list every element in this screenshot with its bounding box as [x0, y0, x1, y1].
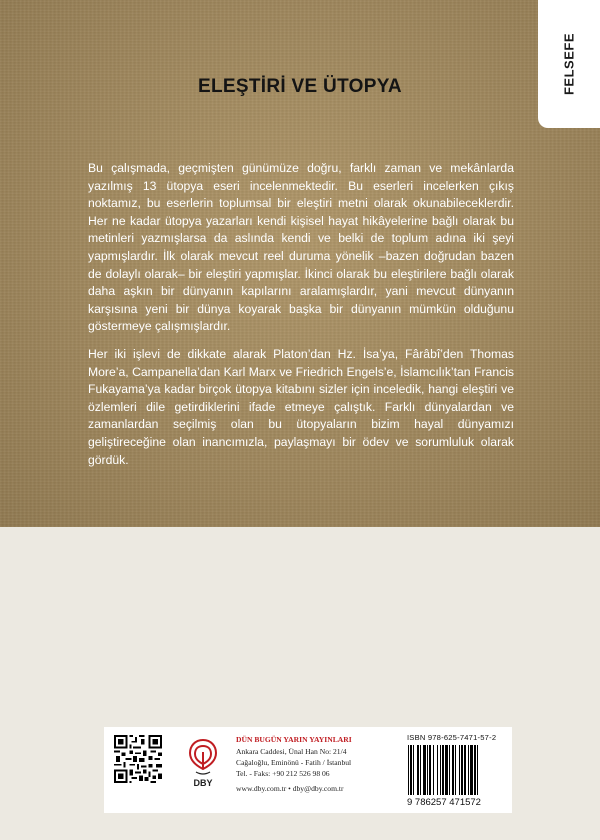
category-tab-label: FELSEFE: [561, 32, 577, 96]
blurb-paragraph-2: Her iki işlevi de dikkate alarak Platon’dan Hz. İsa’ya, Fârâbî’den Thomas More’a, Campanella’dan Karl Marx ve Friedrich Engels’e, İslamcılık’tan Francis Fukayama’ya kadar birçok ütopya kitabını sizler için inceledik, hangi eleştiri ve özlemleri dile getirdiklerini ifade etmeye çalıştık. Farklı dünyalardan ve zamanlardan seçilmiş olan bu ütopyaların bizim hayal dünyamızı geliştireceğine olan inancımızla, paylaşmayı bir ödev ve sorumluluk olarak gördük.: [88, 346, 514, 467]
publisher-name: DÜN BUGÜN YARIN YAYINLARI: [236, 735, 352, 744]
publisher-web-email: www.dby.com.tr • dby@dby.com.tr: [236, 784, 344, 793]
publisher-phone: Tel. - Faks: +90 212 526 98 06: [236, 769, 330, 778]
barcode-icon: [407, 745, 503, 795]
publisher-address-line-1: Ankara Caddesi, Ünal Han No: 21/4: [236, 747, 347, 756]
qr-code-icon: [114, 735, 162, 783]
blurb-paragraph-1: Bu çalışmada, geçmişten günümüze doğru, farklı zaman ve mekânlarda yazılmış 13 ütopya eseri incelenmektedir. Bu eserleri incelerken çıkış noktamız, bu eserlerin toplumsal bir eleştiri metni olarak okunabileceklerdir. Her ne kadar ütopya yazarları kendi kişisel hayat hikâyelerine bağlı olarak bu metinleri yazmışlarsa da aslında kendi ve belki de toplum adına iki şeyi yapmışlardır. İlk olarak mevcut reel duruma yönelik –bazen doğrudan bazen de dolaylı olarak– bir eleştiri yapmışlar. İkinci olarak bu eleştirilere bağlı olarak daha aşkın bir dünyanın kapılarını aralamışlardır, yani mevcut dünyanın karşısına yeni bir dünya koyarak başka bir dünyanın mümkün olduğunu göstermeye çalışmışlardır.: [88, 161, 514, 334]
imprint-box: [104, 727, 512, 813]
book-title: ELEŞTİRİ VE ÜTOPYA: [198, 76, 402, 97]
publisher-address-line-2: Cağaloğlu, Eminönü - Fatih / İstanbul: [236, 758, 352, 767]
isbn-label: ISBN 978-625-7471-57-2: [407, 733, 497, 742]
barcode-digits: 9 786257 471572: [407, 797, 481, 808]
blurb-text: [88, 160, 514, 479]
logo-text: DBY: [193, 778, 213, 788]
dby-logo-icon: [184, 736, 222, 790]
